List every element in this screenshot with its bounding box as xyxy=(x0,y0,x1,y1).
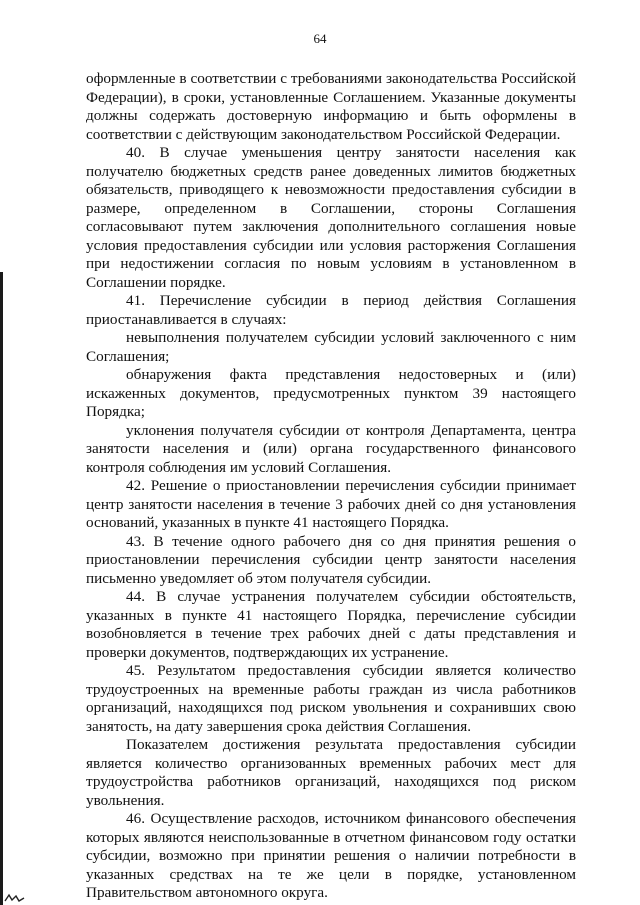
paragraph-result-indicator: Показателем достижения результата предоставления субсидии является количество организованных временных рабочих мест для трудоустройства работников организаций, находящихся под риском увольнения. xyxy=(86,736,576,809)
document-body xyxy=(86,70,576,903)
paragraph-clause-45: 45. Результатом предоставления субсидии является количество трудоустроенных на временные работы граждан из числа работников организаций, находящихся под риском увольнения и сохранивших свою занятость, на дату завершения срока действия Соглашения. xyxy=(86,662,576,735)
scan-corner-mark xyxy=(4,893,26,903)
paragraph-clause-41: 41. Перечисление субсидии в период действия Соглашения приостанавливается в случаях: xyxy=(86,292,576,328)
paragraph-clause-44: 44. В случае устранения получателем субсидии обстоятельств, указанных в пункте 41 настоящего Порядка, перечисление субсидии возобновляется в течение трех рабочих дней с даты представления и проверки документов, подтверждающих их устранение. xyxy=(86,588,576,661)
paragraph-clause-40: 40. В случае уменьшения центру занятости населения как получателю бюджетных средств ранее доведенных лимитов бюджетных обязательств, приводящего к невозможности предоставления субсидии в размере, определенном в Соглашении, стороны Соглашения согласовывают путем заключения дополнительного соглашения новые условия предоставления субсидии или условия расторжения Соглашения при недостижении согласия по новым условиям в установленном в Соглашении порядке. xyxy=(86,144,576,291)
paragraph-clause-46: 46. Осуществление расходов, источником финансового обеспечения которых являются неиспользованные в отчетном финансовом году остатки субсидии, возможно при принятии решения о наличии потребности в указанных средствах на те же цели в порядке, установленном Правительством автономного округа. xyxy=(86,810,576,901)
paragraph-clause-43: 43. В течение одного рабочего дня со дня принятия решения о приостановлении перечисления субсидии центр занятости населения письменно уведомляет об этом получателя субсидии. xyxy=(86,532,576,587)
paragraph-clause-41-case-2: обнаружения факта представления недостоверных и (или) искаженных документов, предусмотренных пунктом 39 настоящего Порядка; xyxy=(86,366,576,420)
paragraph-clause-42: 42. Решение о приостановлении перечисления субсидии принимает центр занятости населения в течение 3 рабочих дней со дня установления оснований, указанных в пункте 41 настоящего Порядка. xyxy=(86,477,576,531)
paragraph-clause-41-case-1: невыполнения получателем субсидии условий заключенного с ним Соглашения; xyxy=(86,329,576,365)
paragraph-clause-41-case-3: уклонения получателя субсидии от контроля Департамента, центра занятости населения и (или) органа государственного финансового контроля соблюдения им условий Соглашения. xyxy=(86,421,576,476)
scan-edge-shadow xyxy=(0,272,3,905)
paragraph-continuation: оформленные в соответствии с требованиями законодательства Российской Федерации), в сроки, установленные Соглашением. Указанные документы должны содержать достоверную информацию и быть оформлены в соответствии с действующим законодательством Российской Федерации. xyxy=(86,70,576,143)
page-number: 64 xyxy=(313,31,327,46)
